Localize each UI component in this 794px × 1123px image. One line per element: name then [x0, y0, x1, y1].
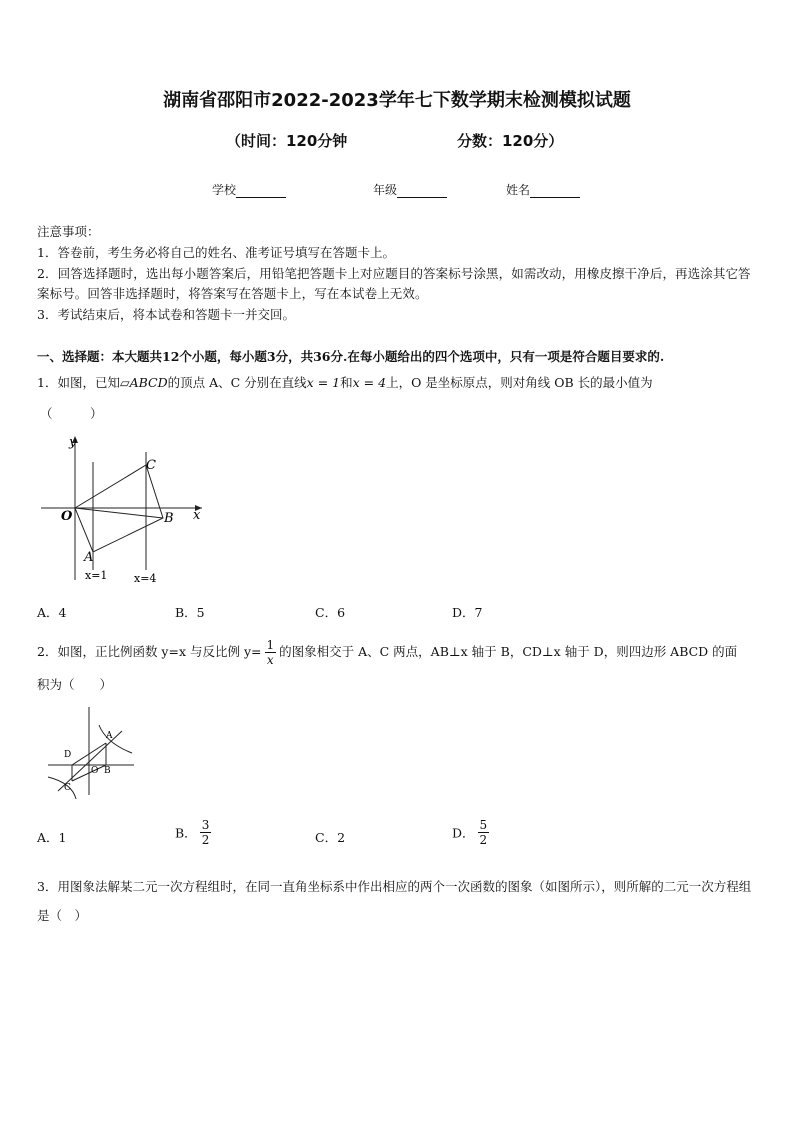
page-title: 湖南省邵阳市2022-2023学年七下数学期末检测模拟试题	[163, 90, 631, 111]
q1-part-3: 和	[340, 375, 353, 390]
q2-option-b	[175, 818, 214, 847]
q1-option-c: C．6	[315, 605, 346, 620]
q2-fraction-num: 1	[266, 638, 275, 652]
label-a: A	[84, 550, 94, 565]
notice-item-1: 1．答卷前，考生务必将自己的姓名、准考证号填写在答题卡上。	[37, 245, 395, 260]
q1-option-d: D．7	[452, 605, 483, 620]
label-b: B	[164, 511, 174, 526]
name-blank	[530, 185, 580, 198]
label-o: O	[91, 766, 99, 776]
q1-line-x1: x = 1	[306, 375, 341, 390]
name-field	[506, 181, 580, 198]
school-label: 学校	[212, 183, 237, 197]
q2-option-d-den: 2	[479, 833, 488, 847]
q2-option-d-num: 5	[479, 818, 488, 832]
q1-line-x4: x = 4	[352, 375, 387, 390]
q2-option-c: C．2	[315, 830, 346, 845]
section-1-heading: 一、选择题：本大题共12个小题，每小题3分，共36分.在每小题给出的四个选项中，只有一项是符合题目要求的.	[37, 349, 665, 364]
diagonal-ob	[75, 508, 163, 518]
q2-figure	[44, 705, 140, 799]
notice-heading: 注意事项：	[37, 224, 100, 239]
q2-part-3: 积为（ ）	[37, 677, 113, 692]
q2-option-d	[452, 818, 492, 847]
q2-part-1: 2．如图，正比例函数 y=x 与反比例 y=	[37, 644, 262, 659]
q2-option-d-label: D．	[452, 825, 475, 841]
label-x: x	[193, 508, 201, 523]
exam-time: （时间：120分钟	[226, 132, 348, 150]
label-y: y	[69, 435, 77, 450]
q1-part-4: 上，O 是坐标原点，则对角线 OB 长的最小值为	[386, 375, 653, 390]
q2-option-b-den: 2	[201, 833, 210, 847]
q2-option-b-label: B．	[175, 825, 197, 841]
q2-option-b-num: 3	[201, 818, 210, 832]
label-b: B	[104, 766, 111, 776]
label-d: D	[64, 750, 72, 760]
q2-option-d-fraction	[478, 818, 490, 847]
notice-item-2: 2．回答选择题时，选出每小题答案后，用铅笔把答题卡上对应题目的答案标号涂黑，如需改动，用橡皮擦干净后，再选涂其它答案标号。回答非选择题时，将答案写在答题卡上，写在本试卷上无效。	[37, 266, 751, 301]
grade-label: 年级	[373, 183, 398, 197]
q1-part-1: 1．如图，已知	[37, 375, 120, 390]
school-field	[212, 181, 286, 198]
q1-option-a: A．4	[37, 605, 67, 620]
exam-score: 分数：120分）	[457, 132, 564, 150]
q1-figure	[36, 430, 216, 590]
name-label: 姓名	[506, 183, 531, 197]
label-c: C	[64, 783, 71, 793]
notice-item-3: 3．考试结束后，将本试卷和答题卡一并交回。	[37, 307, 295, 322]
q1-answer-paren: （ ）	[40, 406, 103, 421]
label-o: O	[61, 509, 73, 524]
q1-option-b: B．5	[175, 605, 205, 620]
label-c: C	[146, 458, 156, 473]
label-x1-line: x=1	[85, 569, 108, 582]
q2-part-2: 的图象相交于 A、C 两点，AB⊥x 轴于 B，CD⊥x 轴于 D，则四边形 ABCD 的面	[279, 644, 738, 659]
question-1-text	[37, 373, 653, 393]
question-2-text	[37, 638, 737, 667]
label-a: A	[106, 731, 113, 741]
grade-blank	[397, 185, 447, 198]
q2-fraction	[265, 638, 277, 667]
hyperbola-branch-1	[99, 725, 132, 753]
q2-option-a: A．1	[37, 830, 67, 845]
q2-option-b-fraction	[200, 818, 212, 847]
grade-field	[373, 181, 447, 198]
label-x4-line: x=4	[134, 572, 157, 585]
school-blank	[236, 185, 286, 198]
q1-parallelogram: ▱ABCD	[119, 375, 168, 390]
question-3-text: 3．用图象法解某二元一次方程组时，在同一直角坐标系中作出相应的两个一次函数的图象（如图所示），则所解的二元一次方程组是（ ）	[37, 879, 752, 923]
q2-fraction-den: x	[266, 653, 274, 667]
q1-part-2: 的顶点 A、C 分别在直线	[167, 375, 307, 390]
